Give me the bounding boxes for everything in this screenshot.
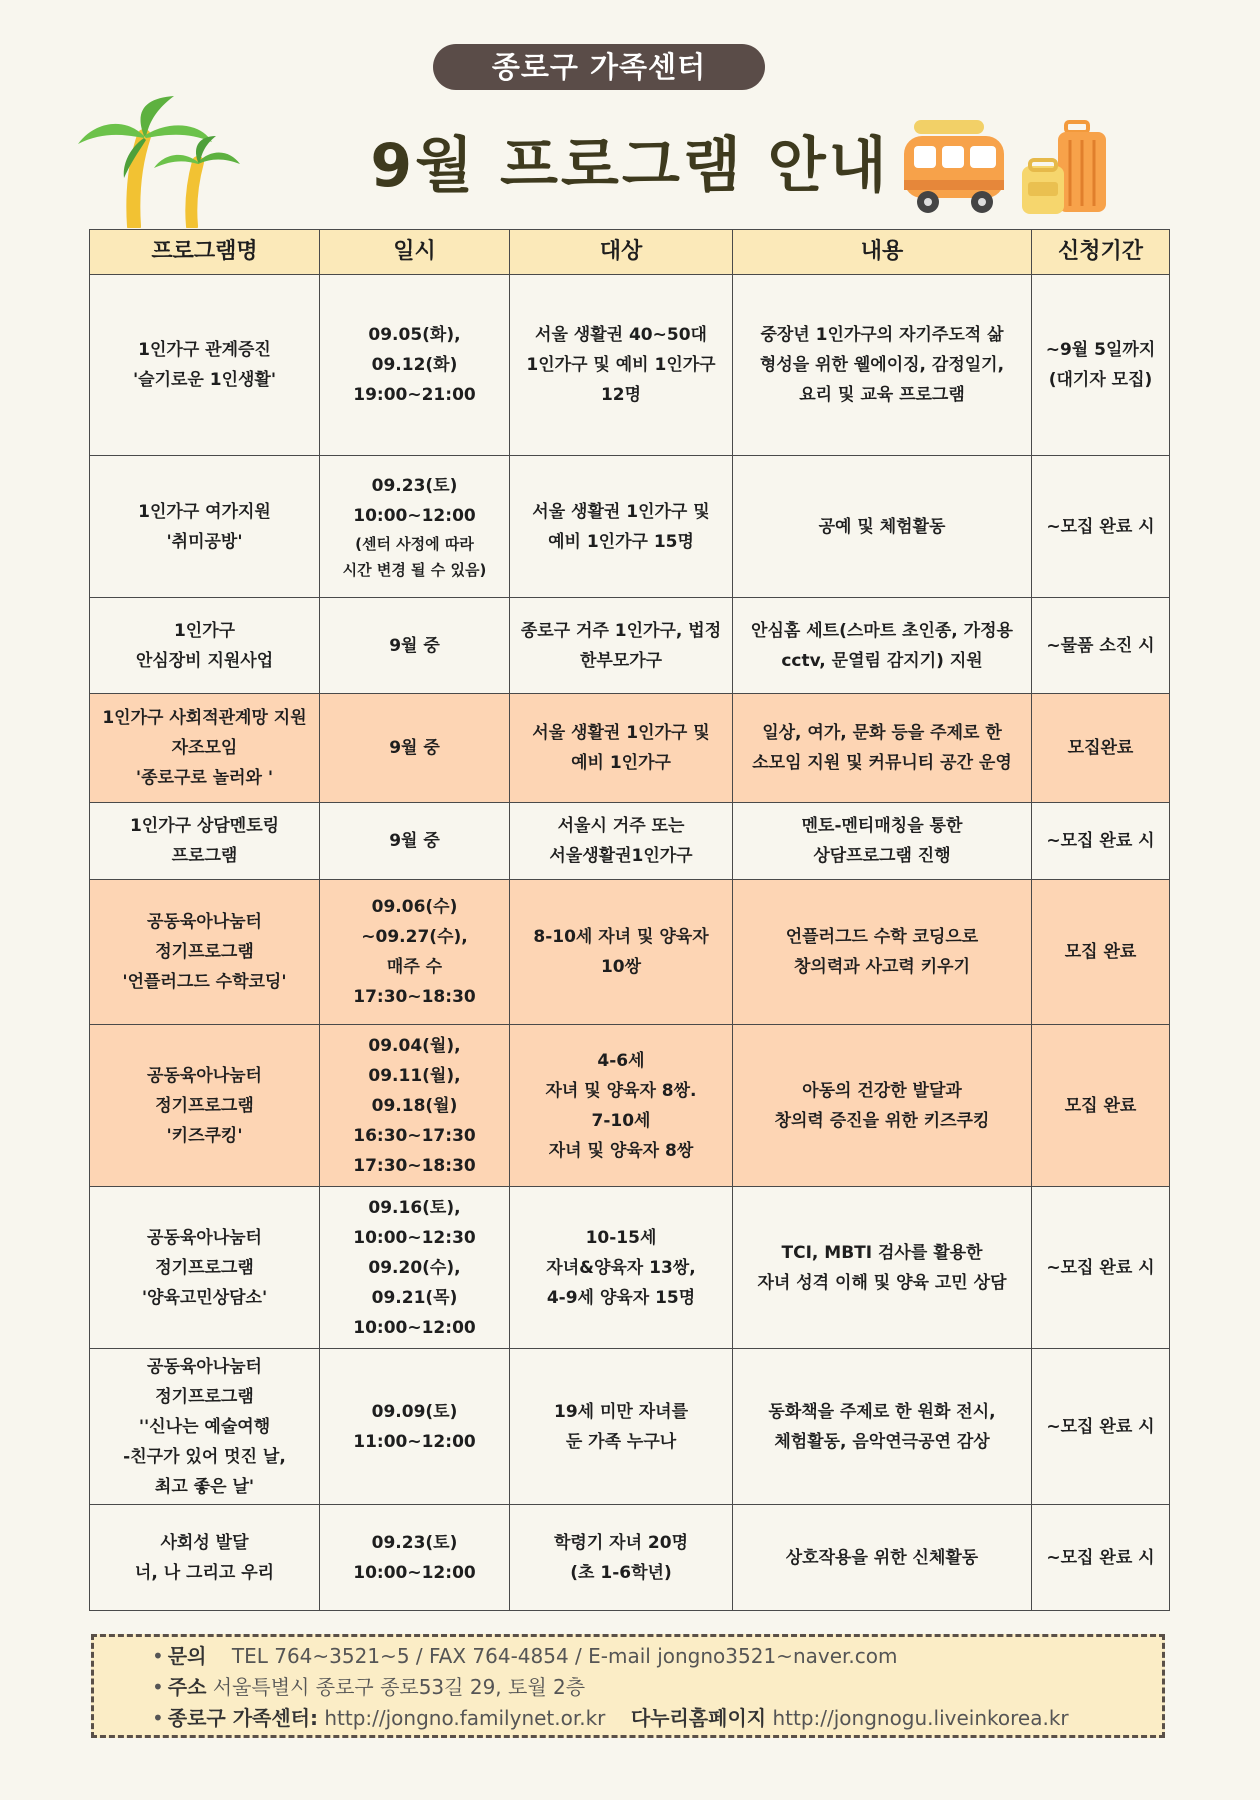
- cell-program: 사회성 발달 너, 나 그리고 우리: [90, 1505, 320, 1611]
- cell-program: 1인가구 사회적관계망 지원 자조모임 '종로구로 놀러와 ': [90, 694, 320, 803]
- center-label: 종로구 가족센터:: [167, 1706, 318, 1730]
- cell-datetime: 9월 중: [320, 598, 510, 694]
- cell-datetime: 09.23(토) 10:00~12:00: [320, 1505, 510, 1611]
- cell-content: 언플러그드 수학 코딩으로 창의력과 사고력 키우기: [733, 880, 1032, 1025]
- table-row: [90, 456, 1170, 598]
- cell-content: 아동의 건강한 발달과 창의력 증진을 위한 키즈쿠킹: [733, 1025, 1032, 1187]
- cell-program: 1인가구 여가지원 '취미공방': [90, 456, 320, 598]
- danuri-url-link[interactable]: http://jongnogu.liveinkorea.kr: [772, 1706, 1069, 1730]
- cell-content: 중장년 1인가구의 자기주도적 삶 형성을 위한 웰에이징, 감정일기, 요리 및 교육 프로그램: [733, 275, 1032, 456]
- cell-period: ~모집 완료 시: [1032, 1349, 1170, 1505]
- cell-program: 1인가구 안심장비 지원사업: [90, 598, 320, 694]
- cell-datetime-text: 09.23(토) 10:00~12:00: [353, 475, 476, 526]
- cell-target: 4-6세 자녀 및 양육자 8쌍. 7-10세 자녀 및 양육자 8쌍: [510, 1025, 733, 1187]
- inquiry-text: TEL 764~3521~5 / FAX 764-4854 / E-mail jongno3521~naver.com: [231, 1644, 898, 1668]
- header-datetime: 일시: [320, 230, 510, 275]
- cell-period: ~모집 완료 시: [1032, 1505, 1170, 1611]
- address-label: 주소: [167, 1675, 207, 1699]
- table-row: [90, 694, 1170, 803]
- table-row: [90, 1187, 1170, 1349]
- cell-datetime: 09.05(화), 09.12(화) 19:00~21:00: [320, 275, 510, 456]
- danuri-label: 다누리홈페이지: [630, 1706, 767, 1730]
- table-row: [90, 803, 1170, 880]
- cell-target: 8-10세 자녀 및 양육자 10쌍: [510, 880, 733, 1025]
- cell-content: TCI, MBTI 검사를 활용한 자녀 성격 이해 및 양육 고민 상담: [733, 1187, 1032, 1349]
- table-row: [90, 1349, 1170, 1505]
- org-name-badge: 종로구 가족센터: [433, 44, 765, 90]
- cell-content: 멘토-멘티매칭을 통한 상담프로그램 진행: [733, 803, 1032, 880]
- cell-datetime: 9월 중: [320, 694, 510, 803]
- cell-datetime: 09.16(토), 10:00~12:30 09.20(수), 09.21(목) 10:00~12:00: [320, 1187, 510, 1349]
- cell-period: 모집 완료: [1032, 1025, 1170, 1187]
- address-line: • 주소 서울특별시 종로구 종로53길 29, 토월 2층: [152, 1675, 586, 1699]
- cell-period: 모집완료: [1032, 694, 1170, 803]
- header-period: 신청기간: [1032, 230, 1170, 275]
- header-program: 프로그램명: [90, 230, 320, 275]
- cell-program: 1인가구 관계증진 '슬기로운 1인생활': [90, 275, 320, 456]
- cell-datetime: [320, 456, 510, 598]
- inquiry-line: • 문의 TEL 764~3521~5 / FAX 764-4854 / E-mail jongno3521~naver.com: [152, 1644, 898, 1668]
- cell-target: 서울시 거주 또는 서울생활권1인가구: [510, 803, 733, 880]
- table-row: [90, 275, 1170, 456]
- cell-target: 서울 생활권 1인가구 및 예비 1인가구 15명: [510, 456, 733, 598]
- cell-period: ~모집 완료 시: [1032, 1187, 1170, 1349]
- cell-target: 서울 생활권 1인가구 및 예비 1인가구: [510, 694, 733, 803]
- program-table: [89, 229, 1170, 1611]
- table-header-row: [90, 230, 1170, 275]
- table-row: [90, 598, 1170, 694]
- cell-target: 학령기 자녀 20명 (초 1-6학년): [510, 1505, 733, 1611]
- cell-program: 공동육아나눔터 정기프로그램 '양육고민상담소': [90, 1187, 320, 1349]
- cell-content: 상호작용을 위한 신체활동: [733, 1505, 1032, 1611]
- inquiry-label: 문의: [167, 1644, 207, 1668]
- address-text: 서울특별시 종로구 종로53길 29, 토월 2층: [212, 1675, 586, 1699]
- cell-period: 모집 완료: [1032, 880, 1170, 1025]
- luggage-icon: [1018, 120, 1114, 222]
- header-content: 내용: [733, 230, 1032, 275]
- cell-period: ~물품 소진 시: [1032, 598, 1170, 694]
- cell-datetime-note: (센터 사정에 따라 시간 변경 될 수 있음): [342, 534, 487, 579]
- cell-content: 동화책을 주제로 한 원화 전시, 체험활동, 음악연극공연 감상: [733, 1349, 1032, 1505]
- cell-target: 종로구 거주 1인가구, 법정 한부모가구: [510, 598, 733, 694]
- cell-period: ~9월 5일까지 (대기자 모집): [1032, 275, 1170, 456]
- cell-content: 일상, 여가, 문화 등을 주제로 한 소모임 지원 및 커뮤니티 공간 운영: [733, 694, 1032, 803]
- cell-target: 19세 미만 자녀를 둔 가족 누구나: [510, 1349, 733, 1505]
- cell-datetime: 09.04(월), 09.11(월), 09.18(월) 16:30~17:30 17:30~18:30: [320, 1025, 510, 1187]
- cell-datetime: 09.06(수) ~09.27(수), 매주 수 17:30~18:30: [320, 880, 510, 1025]
- page-title: 9월 프로그램 안내: [370, 131, 890, 201]
- table-row: [90, 880, 1170, 1025]
- cell-program: 공동육아나눔터 정기프로그램 '언플러그드 수학코딩': [90, 880, 320, 1025]
- cell-program: 공동육아나눔터 정기프로그램 '키즈쿠킹': [90, 1025, 320, 1187]
- center-url-link[interactable]: http://jongno.familynet.or.kr: [324, 1706, 606, 1730]
- cell-content: 안심홈 세트(스마트 초인종, 가정용 cctv, 문열림 감지기) 지원: [733, 598, 1032, 694]
- cell-period: ~모집 완료 시: [1032, 456, 1170, 598]
- table-row: [90, 1505, 1170, 1611]
- van-icon: [900, 116, 1010, 222]
- header-target: 대상: [510, 230, 733, 275]
- cell-content: 공예 및 체험활동: [733, 456, 1032, 598]
- website-line: • 종로구 가족센터: http://jongno.familynet.or.kr 다누리홈페이지 http://jongnogu.liveinkorea.kr: [152, 1706, 1069, 1730]
- cell-target: 10-15세 자녀&양육자 13쌍, 4-9세 양육자 15명: [510, 1187, 733, 1349]
- contact-info-box: [91, 1634, 1165, 1738]
- cell-datetime: 9월 중: [320, 803, 510, 880]
- cell-period: ~모집 완료 시: [1032, 803, 1170, 880]
- cell-program: 1인가구 상담멘토링 프로그램: [90, 803, 320, 880]
- cell-datetime: 09.09(토) 11:00~12:00: [320, 1349, 510, 1505]
- cell-target: 서울 생활권 40~50대 1인가구 및 예비 1인가구 12명: [510, 275, 733, 456]
- table-row: [90, 1025, 1170, 1187]
- cell-program: 공동육아나눔터 정기프로그램 ''신나는 예술여행 -친구가 있어 멋진 날, 최고 좋은 날': [90, 1349, 320, 1505]
